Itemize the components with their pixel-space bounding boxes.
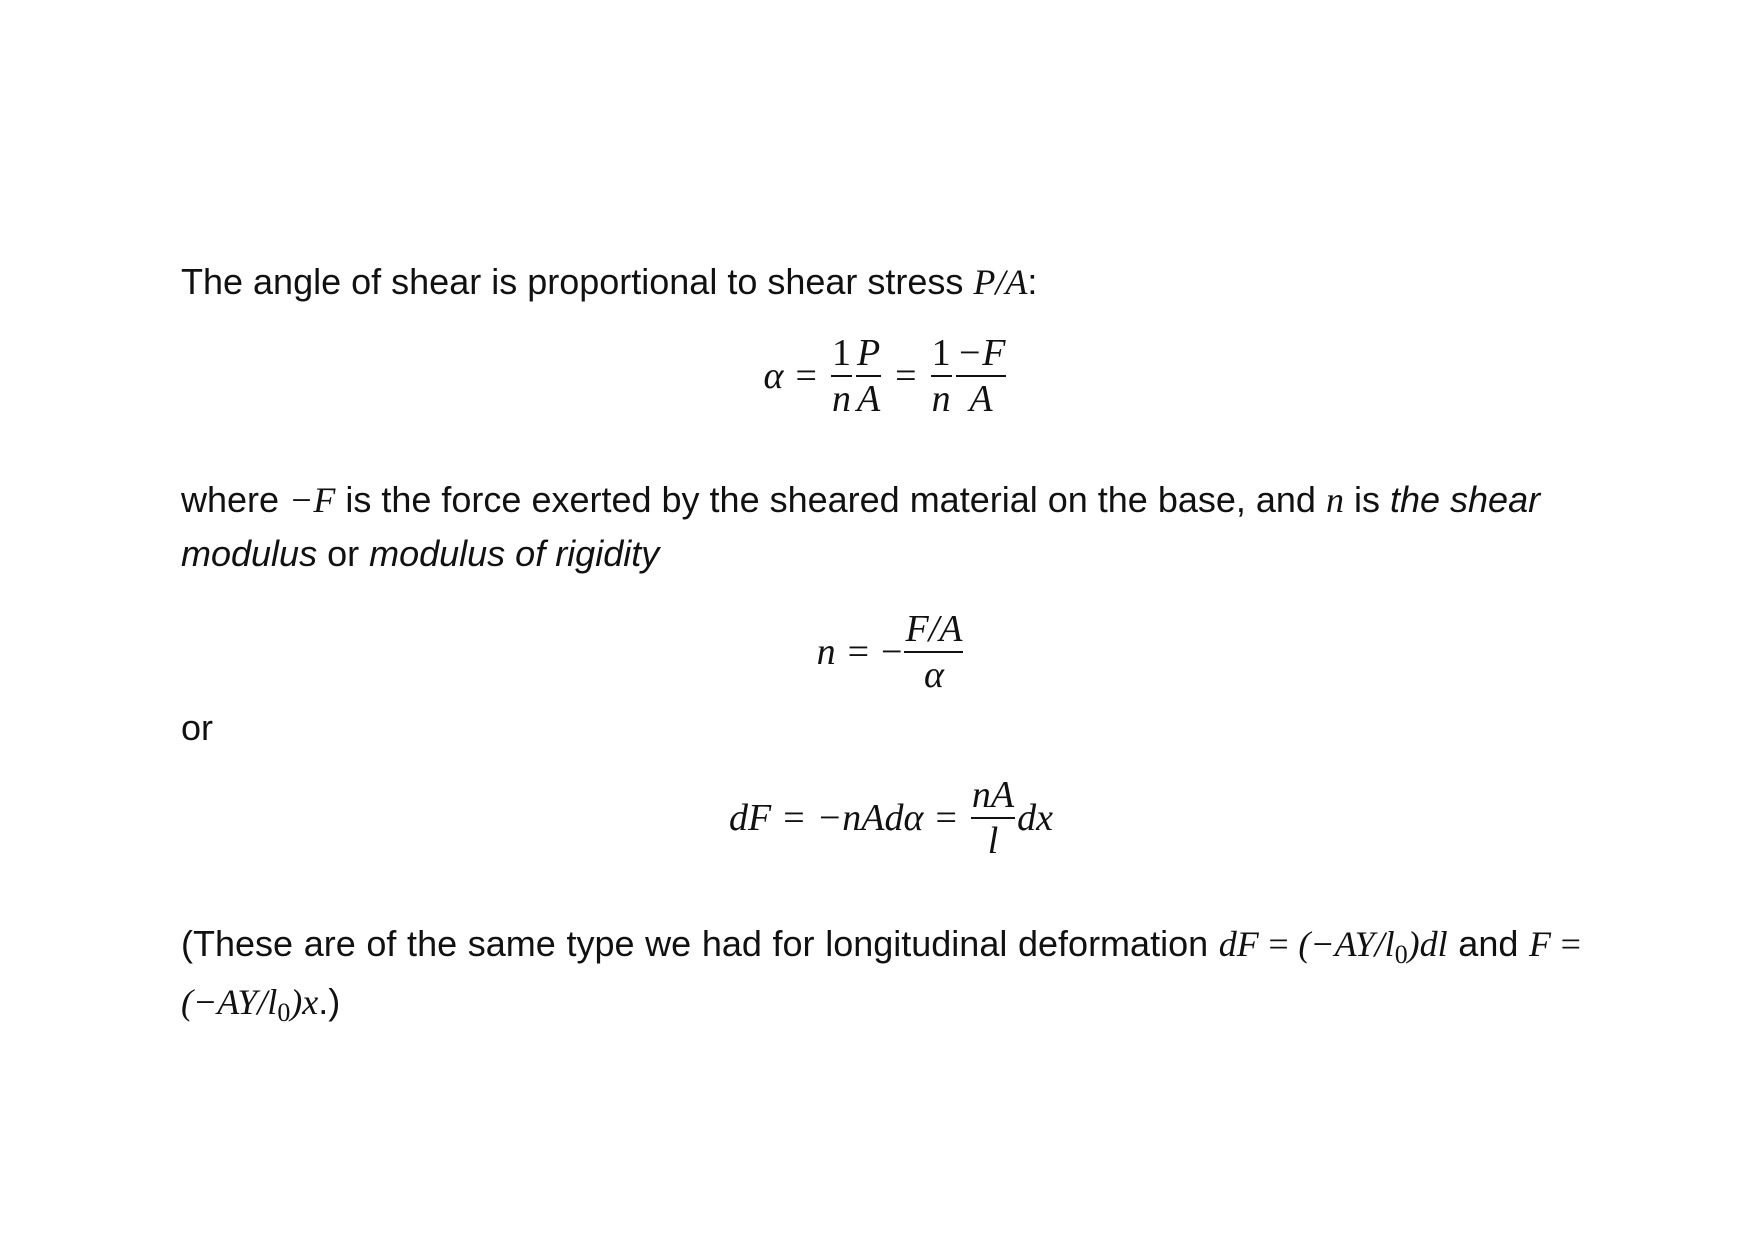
eq-symbol: dF xyxy=(729,797,772,839)
emphasis-term: the shear modulus xyxy=(181,479,1541,574)
math-inline: P/A xyxy=(973,262,1028,302)
math-operator: = xyxy=(1258,924,1299,964)
fraction-numerator: P xyxy=(856,331,881,377)
fraction-denominator: n xyxy=(931,378,951,420)
equation-force-differential xyxy=(201,763,1581,873)
paragraph-or xyxy=(181,701,1581,755)
text-run: is the force exerted by the sheared material on the base, and xyxy=(335,479,1326,520)
fraction-denominator: α xyxy=(923,654,944,696)
fraction-denominator: A xyxy=(856,378,881,420)
math-inline: F xyxy=(1529,924,1552,964)
math-subscript: 0 xyxy=(1394,940,1408,970)
text-run: and xyxy=(1447,923,1530,964)
math-inline: )x xyxy=(290,982,319,1022)
math-inline: n xyxy=(1325,480,1344,520)
paragraph-force-definition xyxy=(181,473,1581,581)
equation-alpha xyxy=(191,321,1581,431)
fraction xyxy=(904,607,963,697)
text-run: The angle of shear is proportional to shear stress xyxy=(181,261,974,302)
paragraph-shear-angle xyxy=(181,255,1581,309)
eq-operator: = xyxy=(795,355,817,397)
math-subscript: 0 xyxy=(277,998,291,1028)
text-run: or xyxy=(317,533,370,574)
fraction-denominator: A xyxy=(969,378,993,420)
eq-symbol: n xyxy=(816,631,836,673)
eq-operator: = xyxy=(847,631,869,673)
eq-operator: = xyxy=(895,355,917,397)
eq-operator: = xyxy=(935,797,957,839)
math-inline: (−AY/l xyxy=(1298,924,1395,964)
fraction xyxy=(931,331,952,421)
fraction-denominator: l xyxy=(987,820,999,862)
text-run: or xyxy=(181,707,214,748)
fraction-numerator: F/A xyxy=(904,607,963,653)
text-run: is xyxy=(1343,479,1390,520)
document-page xyxy=(181,255,1581,1033)
fraction-numerator: 1 xyxy=(831,331,852,377)
math-inline: dF xyxy=(1218,924,1259,964)
math-inline: (−AY/l xyxy=(181,982,278,1022)
math-operator: = xyxy=(1551,924,1581,964)
fraction-numerator: 1 xyxy=(931,331,952,377)
fraction xyxy=(856,331,881,421)
text-run: where xyxy=(181,479,290,520)
text-run: .) xyxy=(318,981,341,1022)
eq-sign: − xyxy=(881,631,903,673)
fraction-numerator: −F xyxy=(956,331,1007,377)
fraction-numerator: nA xyxy=(971,773,1015,819)
paragraph-comparison-note xyxy=(181,917,1581,1033)
equation-shear-modulus xyxy=(201,597,1581,707)
text-run: (These are of the same type we had for longitudinal deformation xyxy=(181,923,1219,964)
fraction xyxy=(831,331,852,421)
eq-expression: −nAdα xyxy=(816,797,924,839)
fraction-denominator: n xyxy=(831,378,851,420)
text-run: : xyxy=(1027,261,1038,302)
eq-expression: dx xyxy=(1017,797,1053,839)
fraction xyxy=(956,331,1007,421)
fraction xyxy=(971,773,1015,863)
math-inline: )dl xyxy=(1407,924,1448,964)
eq-symbol: α xyxy=(763,355,784,397)
emphasis-term: modulus of rigidity xyxy=(369,533,660,574)
math-inline: −F xyxy=(289,480,336,520)
eq-operator: = xyxy=(783,797,805,839)
